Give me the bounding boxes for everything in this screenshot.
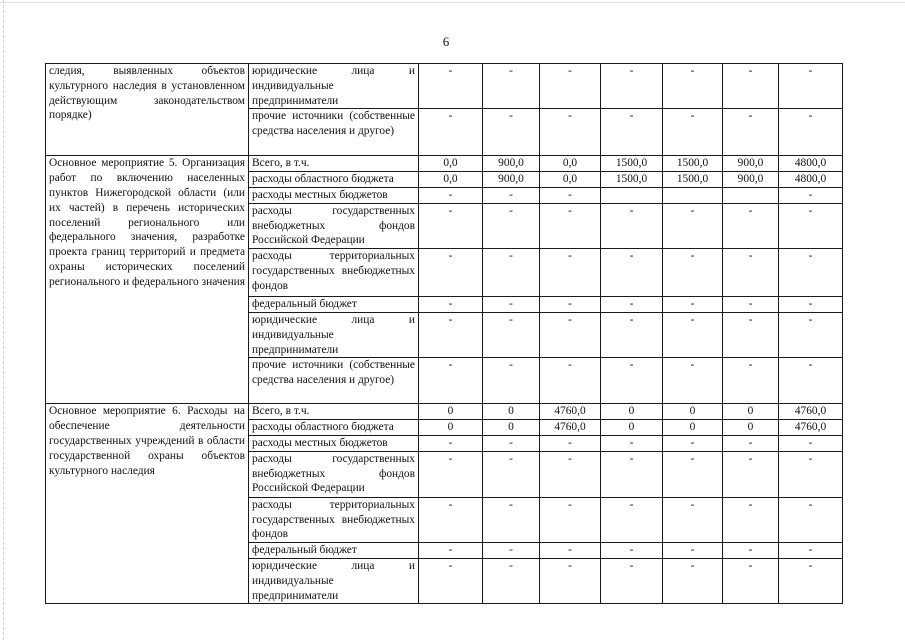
- amount-cell: 0,0: [540, 156, 601, 172]
- funding-source: расходы государственных внебюджетных фондов Российской Федерации: [249, 451, 419, 497]
- amount-cell: -: [483, 435, 540, 451]
- amount-cell: 4760,0: [540, 420, 601, 436]
- amount-cell: -: [723, 543, 779, 559]
- amount-cell: -: [419, 203, 483, 248]
- amount-cell: -: [723, 497, 779, 542]
- amount-cell: -: [779, 203, 843, 248]
- table-row: [46, 404, 843, 420]
- amount-cell: -: [483, 312, 540, 357]
- funding-source: прочие источники (собственные средства населения и другое): [249, 109, 419, 156]
- amount-cell: -: [663, 109, 723, 156]
- amount-cell: 4760,0: [779, 420, 843, 436]
- amount-cell: -: [419, 497, 483, 542]
- amount-cell: -: [483, 109, 540, 156]
- funding-source: расходы областного бюджета: [249, 420, 419, 436]
- page-number: 6: [442, 34, 450, 49]
- amount-cell: -: [483, 497, 540, 542]
- amount-cell: -: [540, 312, 601, 357]
- amount-cell: -: [601, 64, 663, 109]
- amount-cell: -: [723, 312, 779, 357]
- amount-cell: [663, 187, 723, 203]
- amount-cell: 4800,0: [779, 156, 843, 172]
- amount-cell: -: [540, 297, 601, 313]
- amount-cell: -: [779, 64, 843, 109]
- amount-cell: -: [419, 358, 483, 404]
- amount-cell: 900,0: [483, 172, 540, 188]
- amount-cell: -: [779, 187, 843, 203]
- amount-cell: -: [540, 558, 601, 603]
- funding-source: юридические лица и индивидуальные предприниматели: [249, 558, 419, 603]
- amount-cell: 4760,0: [779, 404, 843, 420]
- amount-cell: -: [663, 64, 723, 109]
- table-body: [46, 64, 843, 604]
- scan-left-edge: [3, 0, 5, 640]
- amount-cell: -: [779, 435, 843, 451]
- amount-cell: -: [601, 297, 663, 313]
- amount-cell: -: [483, 558, 540, 603]
- amount-cell: -: [663, 435, 723, 451]
- amount-cell: -: [723, 451, 779, 497]
- amount-cell: -: [601, 109, 663, 156]
- amount-cell: -: [540, 203, 601, 248]
- amount-cell: -: [723, 109, 779, 156]
- amount-cell: -: [601, 203, 663, 248]
- funding-source: расходы территориальных государственных внебюджетных фондов: [249, 497, 419, 542]
- funding-source: федеральный бюджет: [249, 543, 419, 559]
- amount-cell: -: [723, 358, 779, 404]
- amount-cell: -: [663, 249, 723, 297]
- funding-source: юридические лица и индивидуальные предприниматели: [249, 312, 419, 357]
- amount-cell: -: [663, 451, 723, 497]
- amount-cell: -: [723, 435, 779, 451]
- amount-cell: -: [663, 312, 723, 357]
- amount-cell: -: [419, 249, 483, 297]
- amount-cell: -: [540, 109, 601, 156]
- amount-cell: -: [601, 358, 663, 404]
- amount-cell: -: [540, 543, 601, 559]
- amount-cell: -: [601, 435, 663, 451]
- scan-top-edge: [0, 2, 905, 4]
- amount-cell: 4800,0: [779, 172, 843, 188]
- amount-cell: 1500,0: [601, 156, 663, 172]
- amount-cell: -: [779, 558, 843, 603]
- amount-cell: 0: [483, 404, 540, 420]
- amount-cell: -: [601, 543, 663, 559]
- amount-cell: -: [483, 249, 540, 297]
- amount-cell: -: [540, 187, 601, 203]
- funding-source: расходы местных бюджетов: [249, 187, 419, 203]
- amount-cell: -: [483, 187, 540, 203]
- amount-cell: 0: [663, 420, 723, 436]
- amount-cell: -: [779, 497, 843, 542]
- table-row: [46, 156, 843, 172]
- amount-cell: -: [779, 297, 843, 313]
- amount-cell: -: [419, 64, 483, 109]
- amount-cell: -: [723, 558, 779, 603]
- amount-cell: 900,0: [723, 172, 779, 188]
- amount-cell: -: [723, 297, 779, 313]
- amount-cell: -: [483, 451, 540, 497]
- amount-cell: 0,0: [419, 172, 483, 188]
- amount-cell: -: [540, 435, 601, 451]
- amount-cell: -: [483, 297, 540, 313]
- amount-cell: 1500,0: [663, 172, 723, 188]
- amount-cell: -: [663, 203, 723, 248]
- amount-cell: -: [601, 312, 663, 357]
- amount-cell: -: [601, 558, 663, 603]
- amount-cell: [723, 187, 779, 203]
- measure-description: Основное мероприятие 6. Расходы на обеспечение деятельности государственных учреждений в области государственной охраны объектов культурного наследия: [46, 404, 249, 604]
- funding-table: [45, 63, 843, 604]
- amount-cell: -: [483, 64, 540, 109]
- amount-cell: -: [779, 249, 843, 297]
- amount-cell: -: [540, 497, 601, 542]
- amount-cell: -: [419, 558, 483, 603]
- amount-cell: 0: [601, 404, 663, 420]
- funding-source: расходы территориальных государственных внебюджетных фондов: [249, 249, 419, 297]
- amount-cell: -: [540, 249, 601, 297]
- amount-cell: -: [723, 203, 779, 248]
- amount-cell: 0: [419, 404, 483, 420]
- amount-cell: -: [419, 312, 483, 357]
- amount-cell: -: [419, 543, 483, 559]
- amount-cell: -: [779, 543, 843, 559]
- amount-cell: -: [419, 109, 483, 156]
- funding-source: Всего, в т.ч.: [249, 156, 419, 172]
- amount-cell: -: [663, 543, 723, 559]
- amount-cell: -: [601, 451, 663, 497]
- amount-cell: 0: [723, 404, 779, 420]
- funding-source: Всего, в т.ч.: [249, 404, 419, 420]
- amount-cell: -: [419, 435, 483, 451]
- funding-source: федеральный бюджет: [249, 297, 419, 313]
- measure-description: Основное мероприятие 5. Организация работ по включению населенных пунктов Нижегородской области (или их частей) в перечень исторических поселений регионального или федерального значения, разработке проекта границ территорий и предмета охраны исторических поселений регионального и федерального значения: [46, 156, 249, 404]
- amount-cell: -: [419, 187, 483, 203]
- amount-cell: -: [723, 249, 779, 297]
- amount-cell: -: [540, 64, 601, 109]
- amount-cell: -: [663, 358, 723, 404]
- amount-cell: -: [419, 451, 483, 497]
- funding-source: расходы областного бюджета: [249, 172, 419, 188]
- table-row: [46, 64, 843, 109]
- amount-cell: -: [663, 497, 723, 542]
- amount-cell: -: [601, 249, 663, 297]
- amount-cell: -: [483, 543, 540, 559]
- amount-cell: 1500,0: [663, 156, 723, 172]
- amount-cell: 0: [663, 404, 723, 420]
- amount-cell: -: [483, 358, 540, 404]
- amount-cell: -: [483, 203, 540, 248]
- amount-cell: 0,0: [419, 156, 483, 172]
- amount-cell: -: [663, 558, 723, 603]
- amount-cell: 4760,0: [540, 404, 601, 420]
- amount-cell: -: [779, 312, 843, 357]
- amount-cell: -: [419, 297, 483, 313]
- funding-source: прочие источники (собственные средства населения и другое): [249, 358, 419, 404]
- amount-cell: 0,0: [540, 172, 601, 188]
- amount-cell: -: [779, 358, 843, 404]
- amount-cell: 0: [483, 420, 540, 436]
- amount-cell: 0: [601, 420, 663, 436]
- amount-cell: 0: [419, 420, 483, 436]
- funding-source: юридические лица и индивидуальные предприниматели: [249, 64, 419, 109]
- amount-cell: -: [723, 64, 779, 109]
- amount-cell: -: [540, 451, 601, 497]
- amount-cell: -: [663, 297, 723, 313]
- amount-cell: [601, 187, 663, 203]
- amount-cell: 900,0: [723, 156, 779, 172]
- funding-source: расходы местных бюджетов: [249, 435, 419, 451]
- measure-description: следия, выявленных объектов культурного наследия в установленном действующим законодательством порядке): [46, 64, 249, 156]
- amount-cell: 900,0: [483, 156, 540, 172]
- amount-cell: 1500,0: [601, 172, 663, 188]
- amount-cell: -: [779, 451, 843, 497]
- funding-source: расходы государственных внебюджетных фондов Российской Федерации: [249, 203, 419, 248]
- amount-cell: -: [779, 109, 843, 156]
- amount-cell: -: [540, 358, 601, 404]
- amount-cell: 0: [723, 420, 779, 436]
- amount-cell: -: [601, 497, 663, 542]
